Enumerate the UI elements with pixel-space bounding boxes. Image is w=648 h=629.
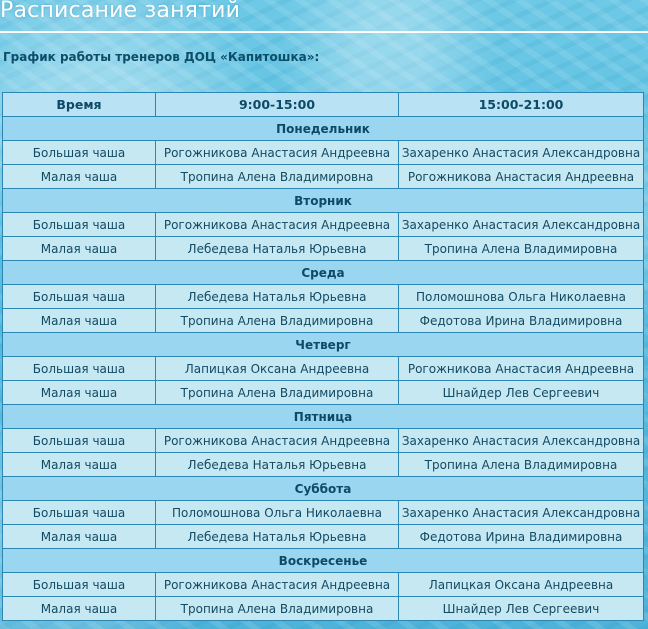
table-row (3, 429, 644, 453)
pool-cell: Большая чаша (3, 429, 156, 453)
day-row (3, 477, 644, 501)
table-row (3, 213, 644, 237)
day-name: Понедельник (3, 117, 644, 141)
pool-cell: Большая чаша (3, 141, 156, 165)
header-morning-shift: 9:00-15:00 (156, 93, 399, 117)
day-row (3, 405, 644, 429)
evening-trainer-cell: Захаренко Анастасия Александровна (399, 213, 644, 237)
evening-trainer-cell: Захаренко Анастасия Александровна (399, 501, 644, 525)
table-row (3, 285, 644, 309)
evening-trainer-cell: Поломошнова Ольга Николаевна (399, 285, 644, 309)
morning-trainer-cell: Рогожникова Анастасия Андреевна (156, 141, 399, 165)
morning-trainer-cell: Лебедева Наталья Юрьевна (156, 237, 399, 261)
pool-cell: Малая чаша (3, 525, 156, 549)
table-row (3, 525, 644, 549)
table-row (3, 453, 644, 477)
page-title: Расписание занятий (0, 0, 241, 23)
schedule-body (3, 117, 644, 621)
pool-cell: Малая чаша (3, 597, 156, 621)
pool-cell: Большая чаша (3, 357, 156, 381)
pool-cell: Большая чаша (3, 573, 156, 597)
table-row (3, 573, 644, 597)
evening-trainer-cell: Федотова Ирина Владимировна (399, 309, 644, 333)
schedule-subtitle: График работы тренеров ДОЦ «Капитошка»: (3, 50, 320, 64)
day-row (3, 333, 644, 357)
morning-trainer-cell: Лебедева Наталья Юрьевна (156, 525, 399, 549)
day-row (3, 549, 644, 573)
pool-cell: Малая чаша (3, 165, 156, 189)
evening-trainer-cell: Лапицкая Оксана Андреевна (399, 573, 644, 597)
day-name: Четверг (3, 333, 644, 357)
day-row (3, 261, 644, 285)
pool-cell: Малая чаша (3, 381, 156, 405)
morning-trainer-cell: Тропина Алена Владимировна (156, 381, 399, 405)
morning-trainer-cell: Лебедева Наталья Юрьевна (156, 285, 399, 309)
morning-trainer-cell: Лапицкая Оксана Андреевна (156, 357, 399, 381)
evening-trainer-cell: Шнайдер Лев Сергеевич (399, 381, 644, 405)
day-name: Среда (3, 261, 644, 285)
table-header-row (3, 93, 644, 117)
title-divider (0, 31, 648, 33)
morning-trainer-cell: Тропина Алена Владимировна (156, 165, 399, 189)
table-row (3, 381, 644, 405)
schedule-table (2, 92, 644, 621)
day-row (3, 117, 644, 141)
pool-cell: Малая чаша (3, 453, 156, 477)
day-name: Суббота (3, 477, 644, 501)
pool-cell: Малая чаша (3, 237, 156, 261)
pool-cell: Малая чаша (3, 309, 156, 333)
day-row (3, 189, 644, 213)
header-time: Время (3, 93, 156, 117)
morning-trainer-cell: Тропина Алена Владимировна (156, 309, 399, 333)
table-row (3, 357, 644, 381)
pool-cell: Большая чаша (3, 501, 156, 525)
evening-trainer-cell: Федотова Ирина Владимировна (399, 525, 644, 549)
day-name: Вторник (3, 189, 644, 213)
table-row (3, 501, 644, 525)
evening-trainer-cell: Шнайдер Лев Сергеевич (399, 597, 644, 621)
morning-trainer-cell: Рогожникова Анастасия Андреевна (156, 213, 399, 237)
morning-trainer-cell: Рогожникова Анастасия Андреевна (156, 429, 399, 453)
evening-trainer-cell: Рогожникова Анастасия Андреевна (399, 165, 644, 189)
table-row (3, 309, 644, 333)
evening-trainer-cell: Захаренко Анастасия Александровна (399, 429, 644, 453)
morning-trainer-cell: Тропина Алена Владимировна (156, 597, 399, 621)
morning-trainer-cell: Лебедева Наталья Юрьевна (156, 453, 399, 477)
day-name: Пятница (3, 405, 644, 429)
table-row (3, 237, 644, 261)
evening-trainer-cell: Тропина Алена Владимировна (399, 453, 644, 477)
pool-cell: Большая чаша (3, 285, 156, 309)
table-row (3, 141, 644, 165)
evening-trainer-cell: Рогожникова Анастасия Андреевна (399, 357, 644, 381)
morning-trainer-cell: Рогожникова Анастасия Андреевна (156, 573, 399, 597)
header-evening-shift: 15:00-21:00 (399, 93, 644, 117)
table-row (3, 165, 644, 189)
table-row (3, 597, 644, 621)
day-name: Воскресенье (3, 549, 644, 573)
pool-cell: Большая чаша (3, 213, 156, 237)
evening-trainer-cell: Захаренко Анастасия Александровна (399, 141, 644, 165)
evening-trainer-cell: Тропина Алена Владимировна (399, 237, 644, 261)
morning-trainer-cell: Поломошнова Ольга Николаевна (156, 501, 399, 525)
